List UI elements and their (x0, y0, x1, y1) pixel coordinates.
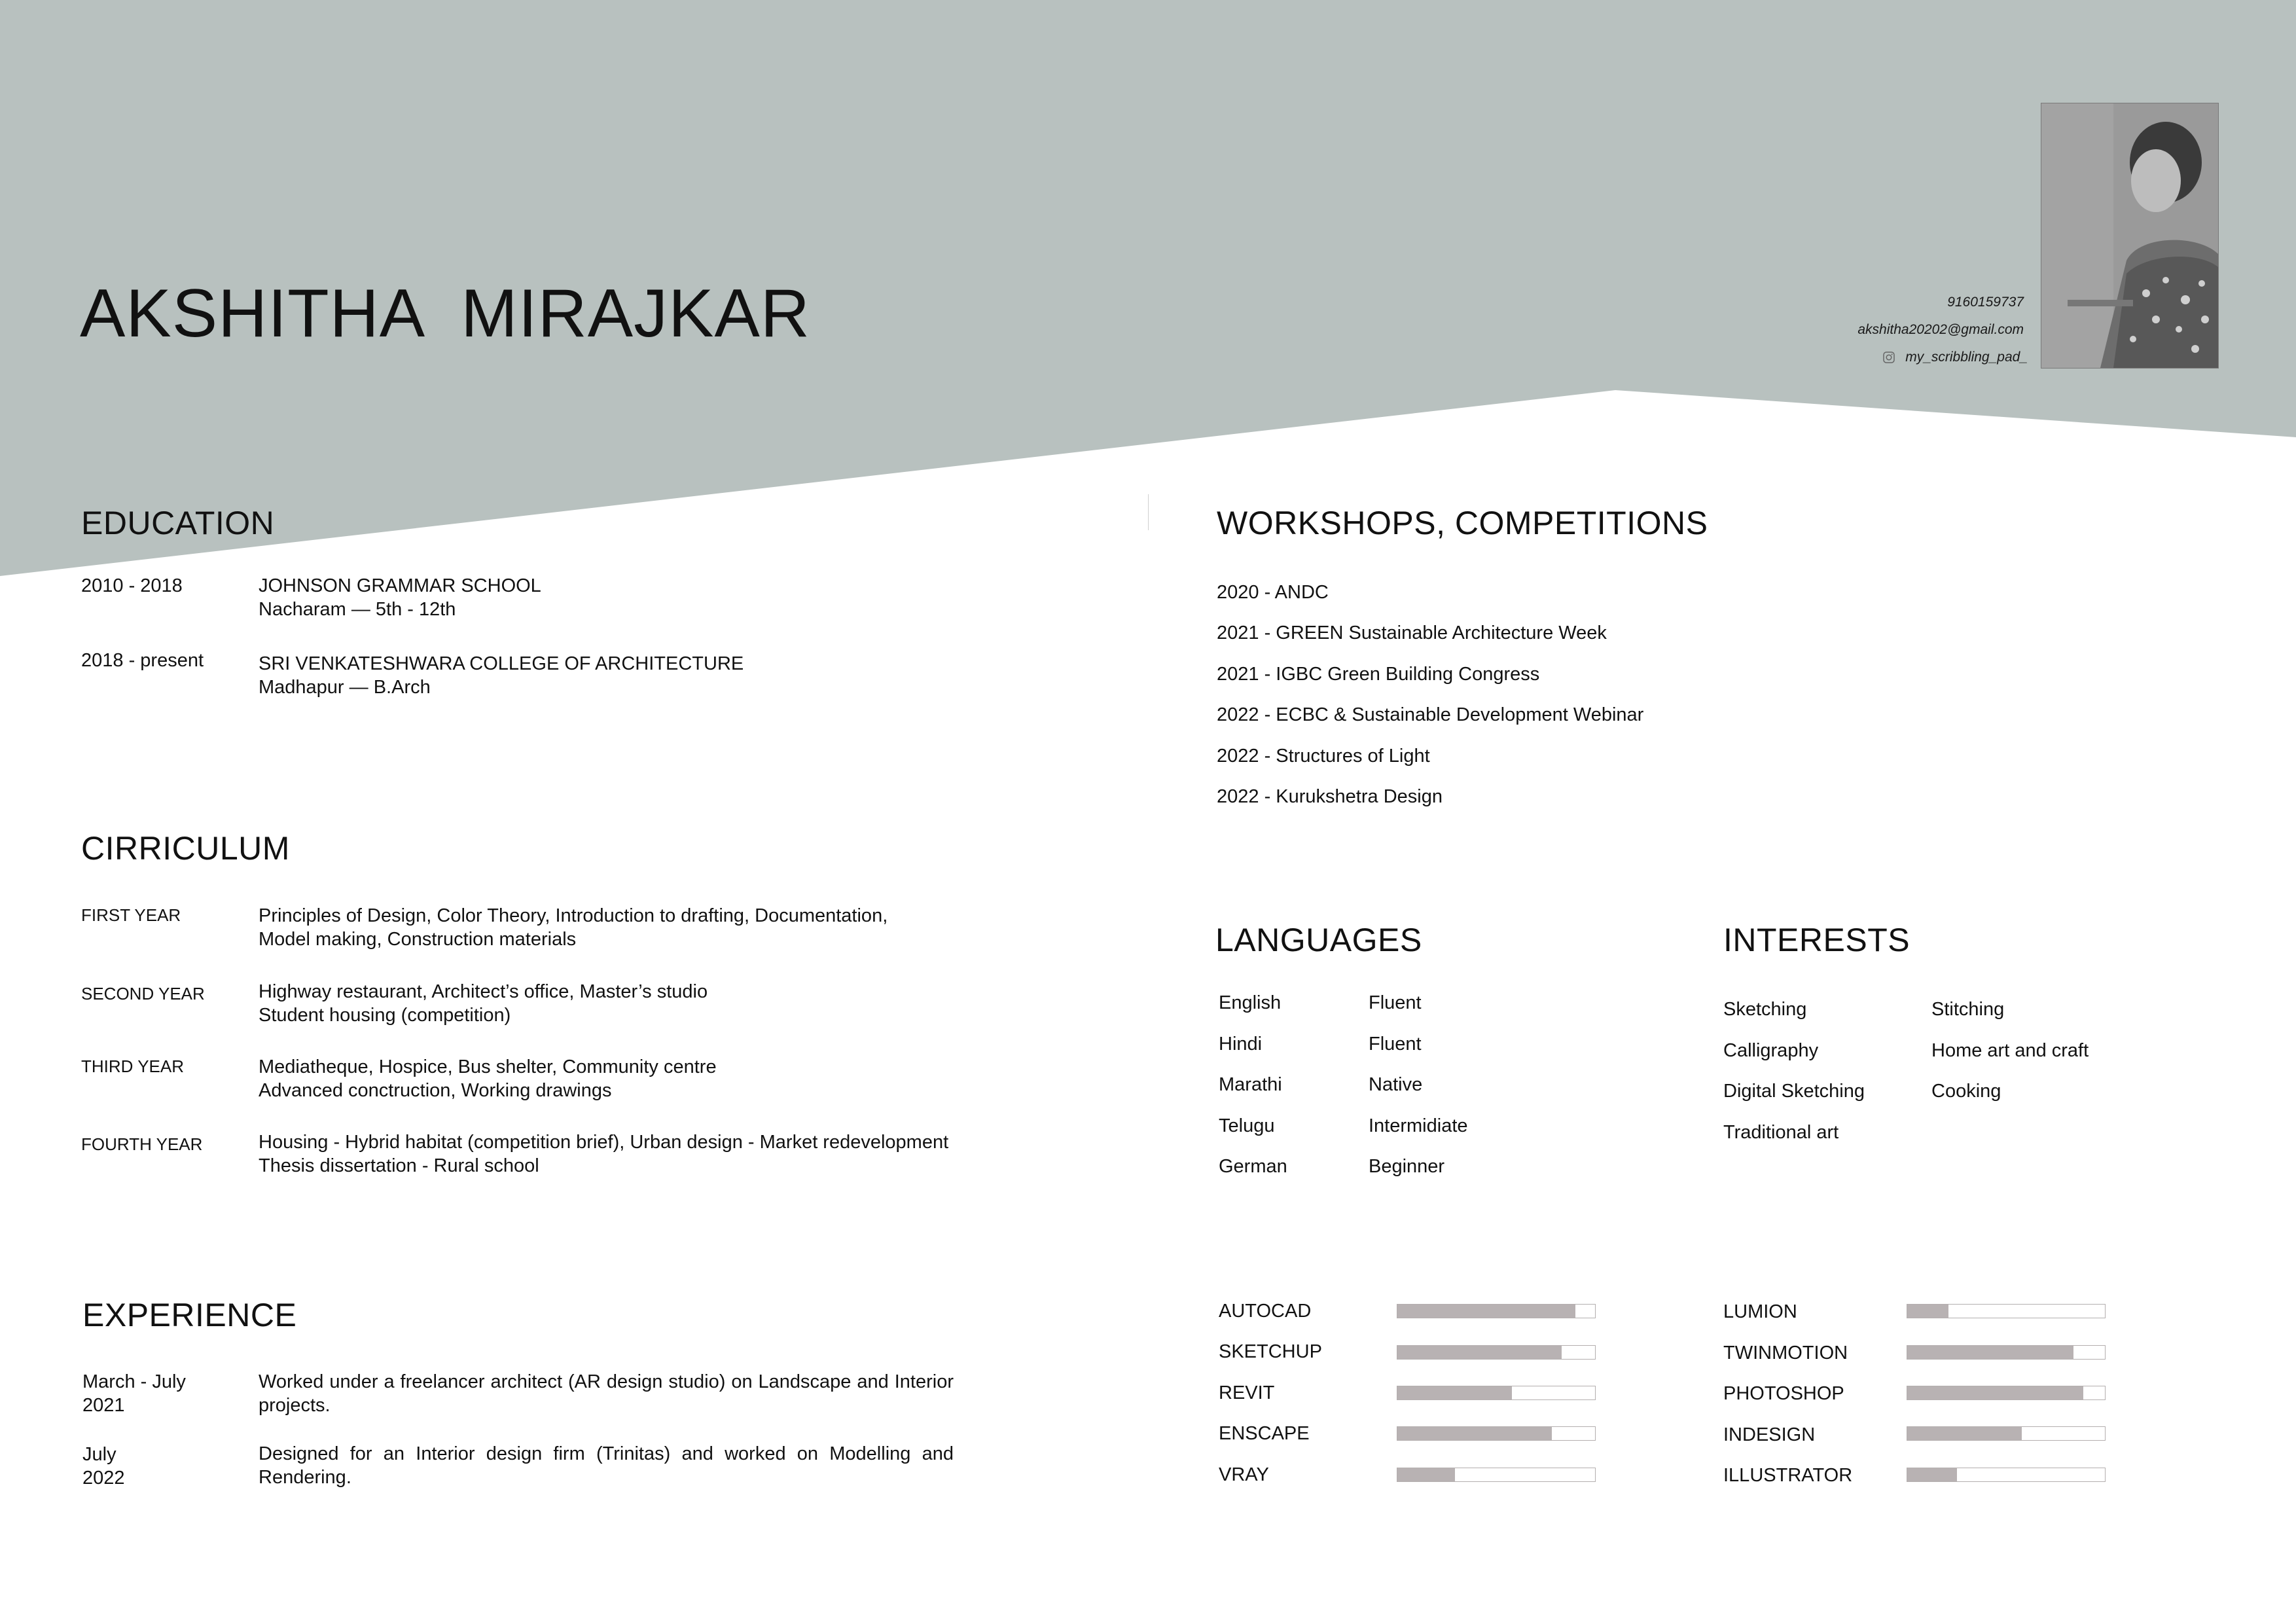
skill-bar-fill (1907, 1468, 1957, 1481)
education-school: JOHNSON GRAMMAR SCHOOL (259, 575, 541, 596)
profile-photo (2041, 103, 2219, 369)
language-level: Fluent (1369, 1034, 1422, 1055)
interest-item: Home art and craft (1931, 1040, 2089, 1061)
curriculum-year: FIRST YEAR (81, 905, 181, 925)
language-name: German (1219, 1156, 1287, 1177)
candidate-name: AKSHITHA MIRAJKAR (80, 276, 810, 352)
skill-bar (1397, 1468, 1596, 1482)
software-name: SKETCHUP (1219, 1341, 1322, 1362)
curriculum-line: Principles of Design, Color Theory, Introduction to drafting, Documentation, (259, 905, 888, 926)
interest-item: Sketching (1723, 999, 1807, 1020)
skill-bar (1907, 1304, 2106, 1318)
skill-bar-fill (1907, 1427, 2022, 1440)
skill-bar (1397, 1386, 1596, 1400)
language-level: Native (1369, 1074, 1423, 1095)
workshop-item: 2022 - Structures of Light (1217, 746, 1430, 767)
language-level: Intermidiate (1369, 1115, 1468, 1136)
interest-item: Stitching (1931, 999, 2005, 1020)
skill-bar-fill (1397, 1346, 1562, 1359)
curriculum-line: Highway restaurant, Architect’s office, Master’s studio (259, 981, 708, 1002)
curriculum-year: FOURTH YEAR (81, 1134, 203, 1154)
software-name: PHOTOSHOP (1723, 1383, 1844, 1404)
education-detail: Madhapur — B.Arch (259, 677, 431, 698)
interest-item: Digital Sketching (1723, 1081, 1865, 1102)
software-name: ENSCAPE (1219, 1423, 1310, 1444)
curriculum-year: SECOND YEAR (81, 984, 205, 1003)
software-name: LUMION (1723, 1301, 1797, 1322)
interests-heading: INTERESTS (1723, 922, 1910, 958)
language-name: Hindi (1219, 1034, 1263, 1055)
curriculum-line: Student housing (competition) (259, 1005, 511, 1026)
language-name: English (1219, 992, 1282, 1013)
education-school: SRI VENKATESHWARA COLLEGE OF ARCHITECTURE (259, 653, 744, 674)
skill-bar-fill (1907, 1386, 2083, 1399)
software-name: INDESIGN (1723, 1424, 1816, 1445)
software-name: REVIT (1219, 1382, 1275, 1403)
email-address: akshitha20202@gmail.com (1857, 322, 2024, 337)
skill-bar (1907, 1426, 2106, 1441)
skill-bar (1397, 1304, 1596, 1318)
experience-date: July (82, 1444, 117, 1465)
interest-item: Traditional art (1723, 1122, 1839, 1143)
education-heading: EDUCATION (81, 505, 275, 541)
curriculum-line: Thesis dissertation - Rural school (259, 1155, 539, 1176)
phone-number: 9160159737 (1947, 295, 2024, 310)
curriculum-line: Housing - Hybrid habitat (competition brief), Urban design - Market redevelopment (259, 1132, 949, 1153)
language-name: Telugu (1219, 1115, 1275, 1136)
curriculum-line: Advanced conctruction, Working drawings (259, 1080, 612, 1101)
workshops-heading: WORKSHOPS, COMPETITIONS (1217, 505, 1708, 541)
skill-bar-fill (1397, 1386, 1512, 1399)
experience-date: 2022 (82, 1468, 125, 1489)
curriculum-heading: CIRRICULUM (81, 830, 290, 867)
skill-bar-fill (1397, 1427, 1552, 1440)
experience-heading: EXPERIENCE (82, 1297, 297, 1333)
instagram-icon (1883, 352, 1895, 363)
software-name: AUTOCAD (1219, 1301, 1312, 1322)
skill-bar-fill (1397, 1468, 1455, 1481)
skill-bar-fill (1907, 1305, 1948, 1318)
instagram-handle (1883, 350, 2028, 365)
interest-item: Cooking (1931, 1081, 2001, 1102)
software-name: VRAY (1219, 1464, 1269, 1485)
language-level: Beginner (1369, 1156, 1445, 1177)
column-divider (1148, 494, 1149, 530)
experience-date: March - July (82, 1371, 186, 1392)
education-detail: Nacharam — 5th - 12th (259, 599, 456, 620)
skill-bar (1397, 1426, 1596, 1441)
workshop-item: 2022 - Kurukshetra Design (1217, 786, 1443, 807)
skill-bar-fill (1397, 1305, 1575, 1318)
workshop-item: 2020 - ANDC (1217, 582, 1329, 603)
workshop-item: 2021 - IGBC Green Building Congress (1217, 664, 1540, 685)
skill-bar (1907, 1468, 2106, 1482)
curriculum-year: THIRD YEAR (81, 1056, 184, 1076)
skill-bar (1397, 1345, 1596, 1360)
language-level: Fluent (1369, 992, 1422, 1013)
software-name: TWINMOTION (1723, 1343, 1848, 1363)
experience-date: 2021 (82, 1395, 125, 1416)
skill-bar-fill (1907, 1346, 2073, 1359)
interest-item: Calligraphy (1723, 1040, 1819, 1061)
software-name: ILLUSTRATOR (1723, 1465, 1853, 1486)
education-period: 2010 - 2018 (81, 575, 183, 596)
languages-heading: LANGUAGES (1215, 922, 1422, 958)
language-name: Marathi (1219, 1074, 1282, 1095)
experience-description: Worked under a freelancer architect (AR design studio) on Landscape and Interior projects. (259, 1371, 954, 1416)
education-period: 2018 - present (81, 650, 204, 671)
instagram-handle-text: my_scribbling_pad_ (1905, 350, 2028, 365)
curriculum-line: Mediatheque, Hospice, Bus shelter, Community centre (259, 1056, 717, 1077)
skill-bar (1907, 1345, 2106, 1360)
experience-description: Designed for an Interior design firm (Trinitas) and worked on Modelling and Rendering. (259, 1443, 954, 1488)
workshop-item: 2021 - GREEN Sustainable Architecture Week (1217, 623, 1607, 643)
skill-bar (1907, 1386, 2106, 1400)
workshop-item: 2022 - ECBC & Sustainable Development Webinar (1217, 704, 1644, 725)
curriculum-line: Model making, Construction materials (259, 929, 577, 950)
